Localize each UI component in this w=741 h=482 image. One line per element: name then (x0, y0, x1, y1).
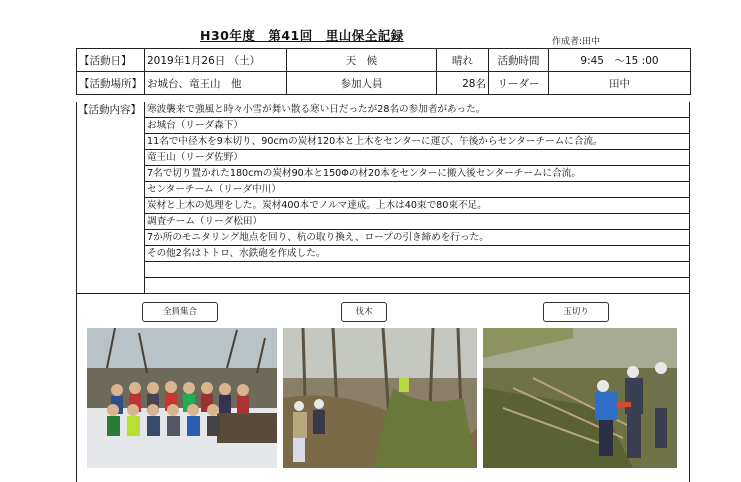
photo-caption: 玉切り (543, 302, 609, 322)
photo-section (76, 294, 690, 482)
content-line: 寒波襲来で強風と時々小雪が舞い散る寒い日だったが28名の参加者があった。 (145, 102, 689, 118)
content-lines (145, 102, 689, 294)
place-label: 【活動場所】 (77, 72, 145, 95)
report-title: H30年度 第41回 里山保全記録 (200, 28, 404, 43)
group-photo (87, 328, 277, 468)
leader-value: 田中 (549, 72, 691, 95)
activity-content (76, 102, 690, 294)
content-line: 竜王山（リーダ佐野） (145, 150, 689, 166)
participants-value: 28名 (437, 72, 489, 95)
time-label: 活動時間 (489, 49, 549, 72)
content-line: その他2名はトトロ、水鉄砲を作成した。 (145, 246, 689, 262)
weather-label: 天 候 (287, 49, 437, 72)
participants-label: 参加人員 (287, 72, 437, 95)
weather-value: 晴れ (437, 49, 489, 72)
content-line: 7か所のモニタリング地点を回り、杭の取り換え、ロープの引き締めを行った。 (145, 230, 689, 246)
photo-caption: 伐木 (341, 302, 387, 322)
date-value: 2019年1月26日 （土） (145, 49, 287, 72)
record-table (76, 48, 691, 95)
row-date (77, 49, 691, 72)
content-line (145, 278, 689, 294)
content-line: 11名で中径木を9本切り、90cmの炭材120本と上木をセンターに運び、午後からセンターチームに合流。 (145, 134, 689, 150)
content-line: 7名で切り置かれた180cmの炭材90本と150Φの材20本をセンターに搬入後センターチームに合流。 (145, 166, 689, 182)
content-line: お城台（リーダ森下） (145, 118, 689, 134)
content-line (145, 262, 689, 278)
felling-photo (283, 328, 477, 468)
photo-caption: 全員集合 (142, 302, 218, 322)
leader-label: リーダー (489, 72, 549, 95)
time-value: 9:45 ～15 :00 (549, 49, 691, 72)
content-line: 炭材と上木の処理をした。炭材400本でノルマ達成。上木は40束で80束不足。 (145, 198, 689, 214)
row-place (77, 72, 691, 95)
content-line: 調査チーム（リーダ松田） (145, 214, 689, 230)
content-line: センターチーム（リーダ中川） (145, 182, 689, 198)
bucking-photo (483, 328, 677, 468)
content-label: 【活動内容】 (77, 102, 145, 293)
place-value: お城台、竜王山 他 (145, 72, 287, 95)
date-label: 【活動日】 (77, 49, 145, 72)
author: 作成者:田中 (552, 37, 601, 47)
